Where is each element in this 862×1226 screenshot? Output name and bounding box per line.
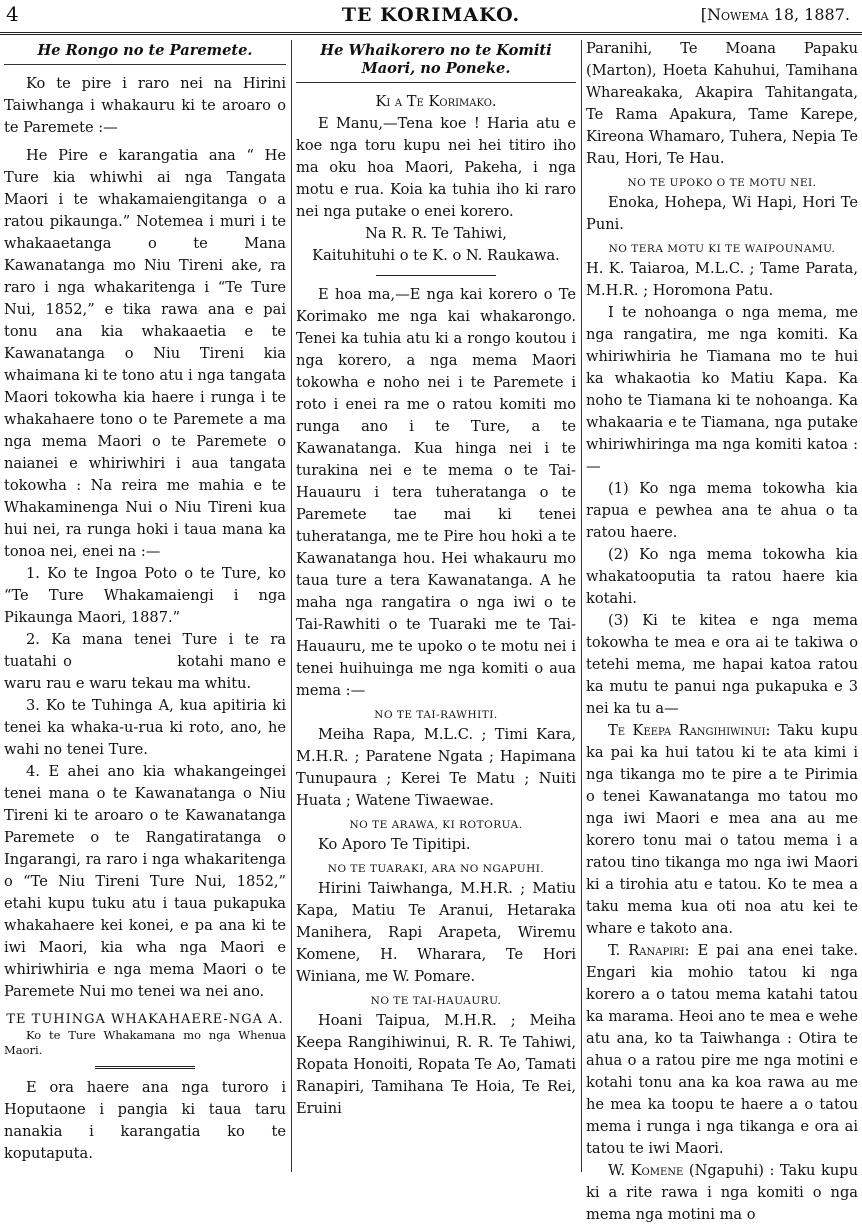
paragraph: Ko te pire i raro nei na Hirini Taiwhanga i whakauru ki te aroaro o te Paremete :— bbox=[4, 75, 286, 136]
speech-text: : Taku kupu ka pai ka hui tatou ki te ata kimi i nga tikanga mo te pire a te Pirimia o tenei Kawanatanga mo tatou mo nga iwi Maori e mea ana au me korero tonu mai o tatou mema i a ratou tino tikanga mo nga iwi Maori ki a tirohia atu e tatou. Ko te mea a taku mema kua oti noa atu kei te whare e takoto ana. bbox=[586, 722, 858, 937]
schedule-title: TE TUHINGA WHAKAHAERE-NGA A. bbox=[6, 1012, 284, 1027]
section-rule bbox=[95, 1066, 195, 1069]
names-list: Meiha Rapa, M.L.C. ; Timi Kara, M.H.R. ; Paratene Ngata ; Hapimana Tunupaura ; Kerei Te Matu ; Nuiti Huata ; Watene Tiwaewae. bbox=[296, 726, 576, 809]
names-list: Hirini Taiwhanga, M.H.R. ; Matiu Kapa, Matiu Te Aranui, Hetaraka Manihera, Rapi Arapeta, Wiremu Komene, H. Wharara, Te Hori Winiana, me W. Pomare. bbox=[296, 880, 576, 985]
names-list: Enoka, Hohepa, Wi Hapi, Hori Te Puni. bbox=[586, 194, 858, 233]
speech bbox=[586, 1160, 858, 1226]
paragraph: 4. E ahei ano kia whakangeingei tenei mana o te Kawanatanga o Niu Tireni ki te aroaro o te Kawanatanga Paremete o te Rangatiratanga o Ingarangi, ra raro i nga whakaritenga o “Te Niu Tireni Ture Nui, 1852,” etahi kupu tuku atu i taua pukapuka whakahaere kei konei, e pa ana ki te iwi Maori, kia wha nga Maori e whiriwhiria e nga mema Maori o te Paremete Nui mo tenei wa nei ano. bbox=[4, 763, 286, 1000]
paragraph: E ora haere ana nga turoro i Hoputaone i pangia ki taua taru nanakia i karangatia ko te koputaputa. bbox=[4, 1079, 286, 1162]
column-1 bbox=[4, 42, 291, 1172]
speech-text: (Ngapuhi) : Taku kupu ki a rite rawa i nga komiti o nga mema nga motini ma o bbox=[586, 1162, 858, 1223]
names-list: Ko Aporo Te Tipitipi. bbox=[318, 836, 471, 853]
schedule-subtitle: Ko te Ture Whakamana mo nga Whenua Maori. bbox=[4, 1028, 286, 1057]
section-heading: NO TE TAI-HAUAURU. bbox=[370, 995, 502, 1007]
paragraph: 2. Ka mana tenei Ture i te ra tuatahi o kotahi mano e waru rau e waru tekau ma whitu. bbox=[4, 631, 291, 692]
article-heading: He Rongo no te Paremete. bbox=[4, 42, 286, 65]
names-list: Paranihi, Te Moana Papaku (Marton), Hoeta Kahuhui, Tamihana Whareakaka, Akapira Tahitangata, Te Rama Apakura, Tame Karepe, Kireona Whamaro, Tuhera, Nepia Te Rau, Hori, Te Hau. bbox=[586, 40, 858, 167]
section-heading: NO TE TUARAKI, ARA NO NGAPUHI. bbox=[327, 863, 545, 875]
section-rule bbox=[376, 275, 496, 276]
paragraph: E hoa ma,—E nga kai korero o Te Korimako me nga kai whakarongo. Tenei ka tuhia atu ki a rongo koutou i nga korero, a nga mema Maori tokowha e noho nei i te Paremete i roto i enei ra me o ratou komiti mo runga ano i te Ture, a te Kawanatanga. Kua hinga nei i te turakina nei e te mema o te Tai-Hauauru i tera tuheratanga o te Paremete tae mai ki tenei tuheratanga, me te Pire hou hoki a te Kawanatanga hou. Hei whakauru mo taua ture a tera Kawanatanga. A he maha nga rangatira o nga iwi o te Tai-Rawhiti o te Tuaraki me te Tai-Hauauru, me te upoko o te motu nei i tenei huihuinga me nga komiti o aua mema :— bbox=[296, 286, 576, 699]
signature: Na R. R. Te Tahiwi, bbox=[365, 225, 507, 242]
paragraph: E Manu,—Tena koe ! Haria atu e koe nga toru kupu nei hei titiro iho ma oku hoa Maori, Pakeha, i nga motu e rua. Koia ka tuhia iho ki raro nei nga putake o enei korero. bbox=[296, 115, 576, 220]
names-list: Hoani Taipua, M.H.R. ; Meiha Keepa Rangihiwinui, R. R. Te Tahiwi, Ropata Honoiti, Ropata Te Ao, Tamati Ranapiri, Tamihana Te Hoia, Te Rei, Eruini bbox=[296, 1012, 576, 1117]
speech bbox=[586, 720, 858, 940]
page-number: 4 bbox=[6, 2, 19, 26]
issue-date: [Nowema 18, 1887. bbox=[700, 5, 850, 24]
section-heading: NO TE UPOKO O TE MOTU NEI. bbox=[627, 177, 817, 189]
paragraph: 1. Ko te Ingoa Poto o te Ture, ko “Te Ture Whakamaiengi i nga Pikaunga Maori, 1887.” bbox=[4, 565, 286, 626]
speaker-name: W. Komene bbox=[608, 1162, 684, 1179]
column-3 bbox=[586, 38, 858, 1223]
paragraph: I te nohoanga o nga mema, me nga rangatira, me nga komiti. Ka whiriwhiria he Tiamana mo te hui ka whakaotia ko Matiu Kapa. Ka noho te Tiamana ki te nohoanga. Ka whakaaria e te Tiamana, nga putake whiriwhiringa ma nga komiti katoa :— bbox=[586, 304, 858, 475]
speaker-name: T. Ranapiri bbox=[608, 942, 685, 959]
list-item: (3) Ki te kitea e nga mema tokowha te mea e ora ai te takiwa o tetehi mema, me hapai katoa ratou ka mutu te panui nga pukapuka e 3 nei ka tu a— bbox=[586, 612, 858, 717]
article-heading: He Whaikorero no te Komiti Maori, no Poneke. bbox=[296, 42, 576, 83]
paragraph: He Pire e karangatia ana “ He Ture kia whiwhi ai nga Tangata Maori i te whakamaiengitanga o a ratou pikaunga.” Notemea i muri i te whakaaetanga o te Mana Kawanatanga mo Niu Tireni ake, ra raro i nga whakaritenga i “Te Ture Nui, 1852,” e tika rawa ana e pai tonu ana kia whakaaetia e te Kawanatanga o Niu Tireni kia whaimana ki te tono atu i nga tangata Maori tokowha kia haere i runga i te whakahaere tono o te Paremete a ma nga mema Maori o te Paremete o naianei e whiriwhiri i aua tangata tokowha : Na reira me mahia e te Whakaminenga Nui o Niu Tireni kua hui nei, ra runga hoki i taua mana ka tonoa nei, enei na :— bbox=[4, 147, 286, 560]
section-heading: NO TE ARAWA, KI ROTORUA. bbox=[349, 819, 523, 831]
paragraph: 3. Ko te Tuhinga A, kua apitiria ki tenei ka whaka-u-rua ki roto, ano, he wahi no tenei Ture. bbox=[4, 697, 286, 758]
page-header bbox=[0, 0, 862, 34]
list-item: (2) Ko nga mema tokowha kia whakatooputia ta ratou haere kia kotahi. bbox=[586, 546, 858, 607]
column-2 bbox=[296, 42, 576, 1172]
section-heading: NO TERA MOTU KI TE WAIPOUNAMU. bbox=[608, 243, 836, 255]
speaker-name: Te Keepa Rangihiwinui bbox=[608, 722, 766, 739]
signature-title: Kaituhituhi o te K. o N. Raukawa. bbox=[312, 247, 560, 264]
list-item: (1) Ko nga mema tokowha kia rapua e pewhea ana te ahua o ta ratou haere. bbox=[586, 480, 858, 541]
header-rule bbox=[0, 32, 862, 35]
names-list: H. K. Taiaroa, M.L.C. ; Tame Parata, M.H.R. ; Horomona Patu. bbox=[586, 260, 858, 299]
column-divider bbox=[581, 40, 582, 1172]
section-heading: NO TE TAI-RAWHITI. bbox=[374, 709, 498, 721]
speech-text: : E pai ana enei take. Engari kia mohio tatou ki nga korero a o tatou mema katahi tatou ka marama. Heoi ano te mea e wehe atu ana, ko ta Taiwhanga : Otira te ahua o a ratou pire me nga motini e kotahi tonu ana ka koa rawa au me he mea ka toopu te haere a o tatou mema i runga i nga tikanga e ora ai tatou te iwi Maori. bbox=[586, 942, 858, 1157]
newspaper-title: TE KORIMAKO. bbox=[341, 4, 521, 26]
column-divider bbox=[291, 40, 292, 1172]
salutation: Ki a Te Korimako. bbox=[375, 93, 497, 110]
speech bbox=[586, 940, 858, 1160]
